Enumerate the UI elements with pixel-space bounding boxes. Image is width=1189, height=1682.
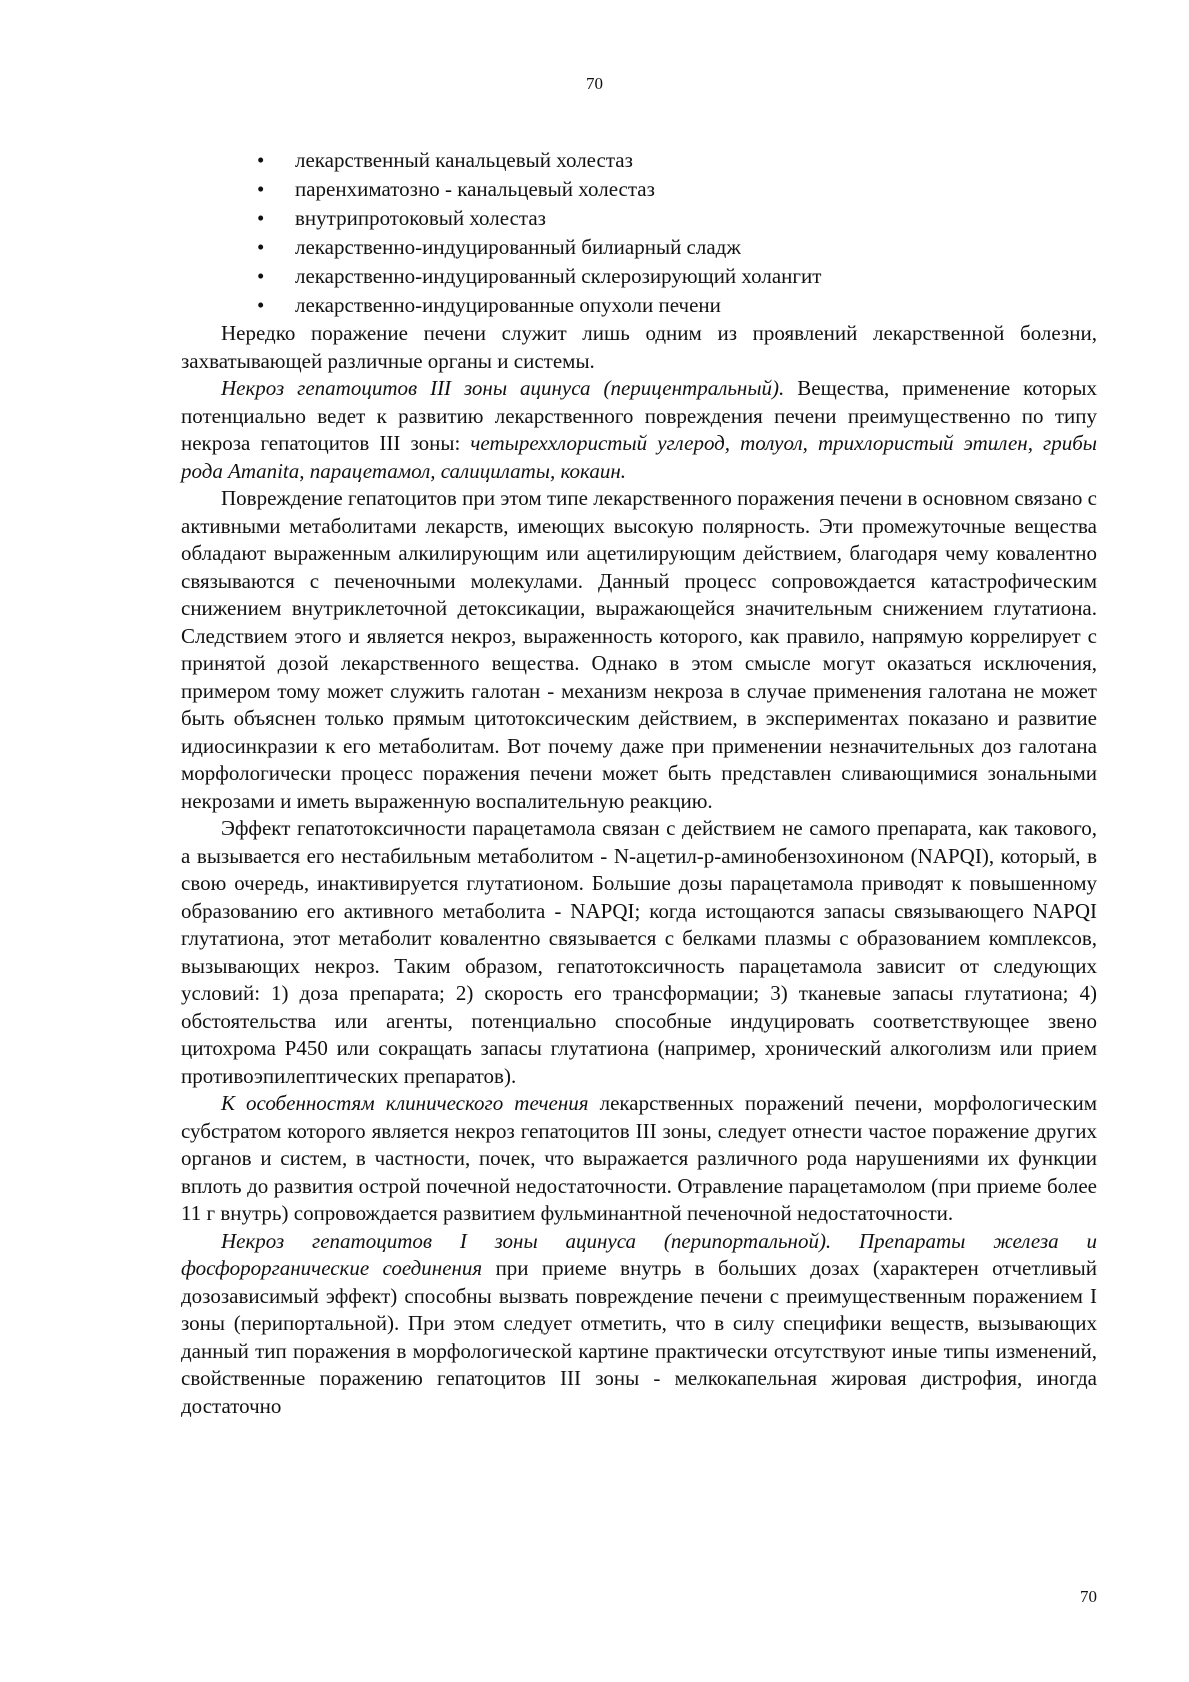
page-body bbox=[181, 146, 1097, 1420]
list-item-text: паренхиматозно - канальцевый холестаз bbox=[295, 177, 655, 201]
paragraph-5-text: лекарственных поражений печени, морфологическим субстратом которого является некроз гепатоцитов III зоны, следует отнести частое поражение других органов и систем, в частности, почек, что выражается различного рода нарушениями их функции вплоть до развития острой почечной недостаточности. Отравление парацетамолом (при приеме более 11 г внутрь) сопровождается развитием фульминантной печеночной недостаточности. bbox=[181, 1091, 1097, 1225]
paragraph-6 bbox=[181, 1228, 1097, 1421]
clinical-course-heading: К особенностям клинического течения bbox=[221, 1091, 589, 1115]
list-item-text: лекарственно-индуцированные опухоли печени bbox=[295, 293, 721, 317]
bullet-icon: • bbox=[257, 148, 265, 172]
paragraph-1: Нередко поражение печени служит лишь одним из проявлений лекарственной болезни, захватывающей различные органы и системы. bbox=[181, 321, 1097, 373]
list-item bbox=[181, 204, 1097, 233]
list-item bbox=[181, 291, 1097, 320]
paragraph-3: Повреждение гепатоцитов при этом типе лекарственного поражения печени в основном связано с активными метаболитами лекарств, имеющих высокую полярность. Эти промежуточные вещества обладают выраженным алкилирующим или ацетилирующим действием, благодаря чему ковалентно связываются с печеночными молекулами. Данный процесс сопровождается катастрофическим снижением внутриклеточной детоксикации, выражающейся значительным снижением глутатиона. Следствием этого и является некроз, выраженность которого, как правило, напрямую коррелирует с принятой дозой лекарственного вещества. Однако в этом смысле могут оказаться исключения, примером тому может служить галотан - механизм некроза в случае применения галотана не может быть объяснен только прямым цитотоксическим действием, в экспериментах показано и развитие идиосинкразии к его метаболитам. Вот почему даже при применении незначительных доз галотана морфологически процесс поражения печени может быть представлен сливающимися зональными некрозами и иметь выраженную воспалительную реакцию. bbox=[181, 486, 1097, 813]
list-item-text: лекарственно-индуцированный билиарный сладж bbox=[295, 235, 741, 259]
bullet-icon: • bbox=[257, 264, 265, 288]
list-item bbox=[181, 233, 1097, 262]
section-heading-zone-3: Некроз гепатоцитов III зоны ацинуса (перицентральный). bbox=[221, 376, 785, 400]
paragraph-6-text: при приеме внутрь в больших дозах (характерен отчетливый дозозависимый эффект) способны вызвать повреждение печени с преимущественным поражением I зоны (перипортальной). При этом следует отметить, что в силу специфики веществ, вызывающих данный тип поражения в морфологической картине практически отсутствуют иные типы изменений, свойственные поражению гепатоцитов III зоны - мелкокапельная жировая дистрофия, иногда достаточно bbox=[181, 1256, 1097, 1418]
paragraph-2-text: Вещества, применение которых потенциально ведет к развитию лекарственного повреждения печени преимущественно по типу некроза гепатоцитов III зоны: bbox=[181, 376, 1097, 455]
list-item-text: лекарственный канальцевый холестаз bbox=[295, 148, 633, 172]
page-number-bottom: 70 bbox=[1080, 1587, 1097, 1606]
paragraph-4: Эффект гепатотоксичности парацетамола связан с действием не самого препарата, как такового, а вызывается его нестабильным метаболитом - N-ацетил-р-аминобензохиноном (NAPQI), который, в свою очередь, инактивируется глутатионом. Большие дозы парацетамола приводят к повышенному образованию его активного метаболита - NAPQI; когда истощаются запасы связывающего NAPQI глутатиона, этот метаболит ковалентно связывается с белками плазмы с образованием комплексов, вызывающих некроз. Таким образом, гепатотоксичность парацетамола зависит от следующих условий: 1) доза препарата; 2) скорость его трансформации; 3) тканевые запасы глутатиона; 4) обстоятельства или агенты, потенциально способные индуцировать соответствующее звено цитохрома Р450 или сокращать запасы глутатиона (например, хронический алкоголизм или прием противоэпилептических препаратов). bbox=[181, 816, 1097, 1088]
section-heading-zone-1: Некроз гепатоцитов I зоны ацинуса (перипортальной). Препараты железа и фосфорорганические соединения bbox=[181, 1228, 1097, 1280]
paragraph-2 bbox=[181, 375, 1097, 485]
list-item-text: внутрипротоковый холестаз bbox=[295, 206, 546, 230]
substances-list: четыреххлористый углерод, толуол, трихлористый этилен, грибы рода Amanita, парацетамол, салицилаты, кокаин. bbox=[181, 431, 1097, 483]
list-item bbox=[181, 146, 1097, 175]
paragraph-5 bbox=[181, 1090, 1097, 1228]
list-item-text: лекарственно-индуцированный склерозирующий холангит bbox=[295, 264, 822, 288]
list-item bbox=[181, 262, 1097, 291]
bullet-list bbox=[181, 146, 1097, 320]
bullet-icon: • bbox=[257, 206, 265, 230]
page-number-top: 70 bbox=[586, 74, 603, 93]
list-item bbox=[181, 175, 1097, 204]
bullet-icon: • bbox=[257, 293, 265, 317]
bullet-icon: • bbox=[257, 177, 265, 201]
bullet-icon: • bbox=[257, 235, 265, 259]
